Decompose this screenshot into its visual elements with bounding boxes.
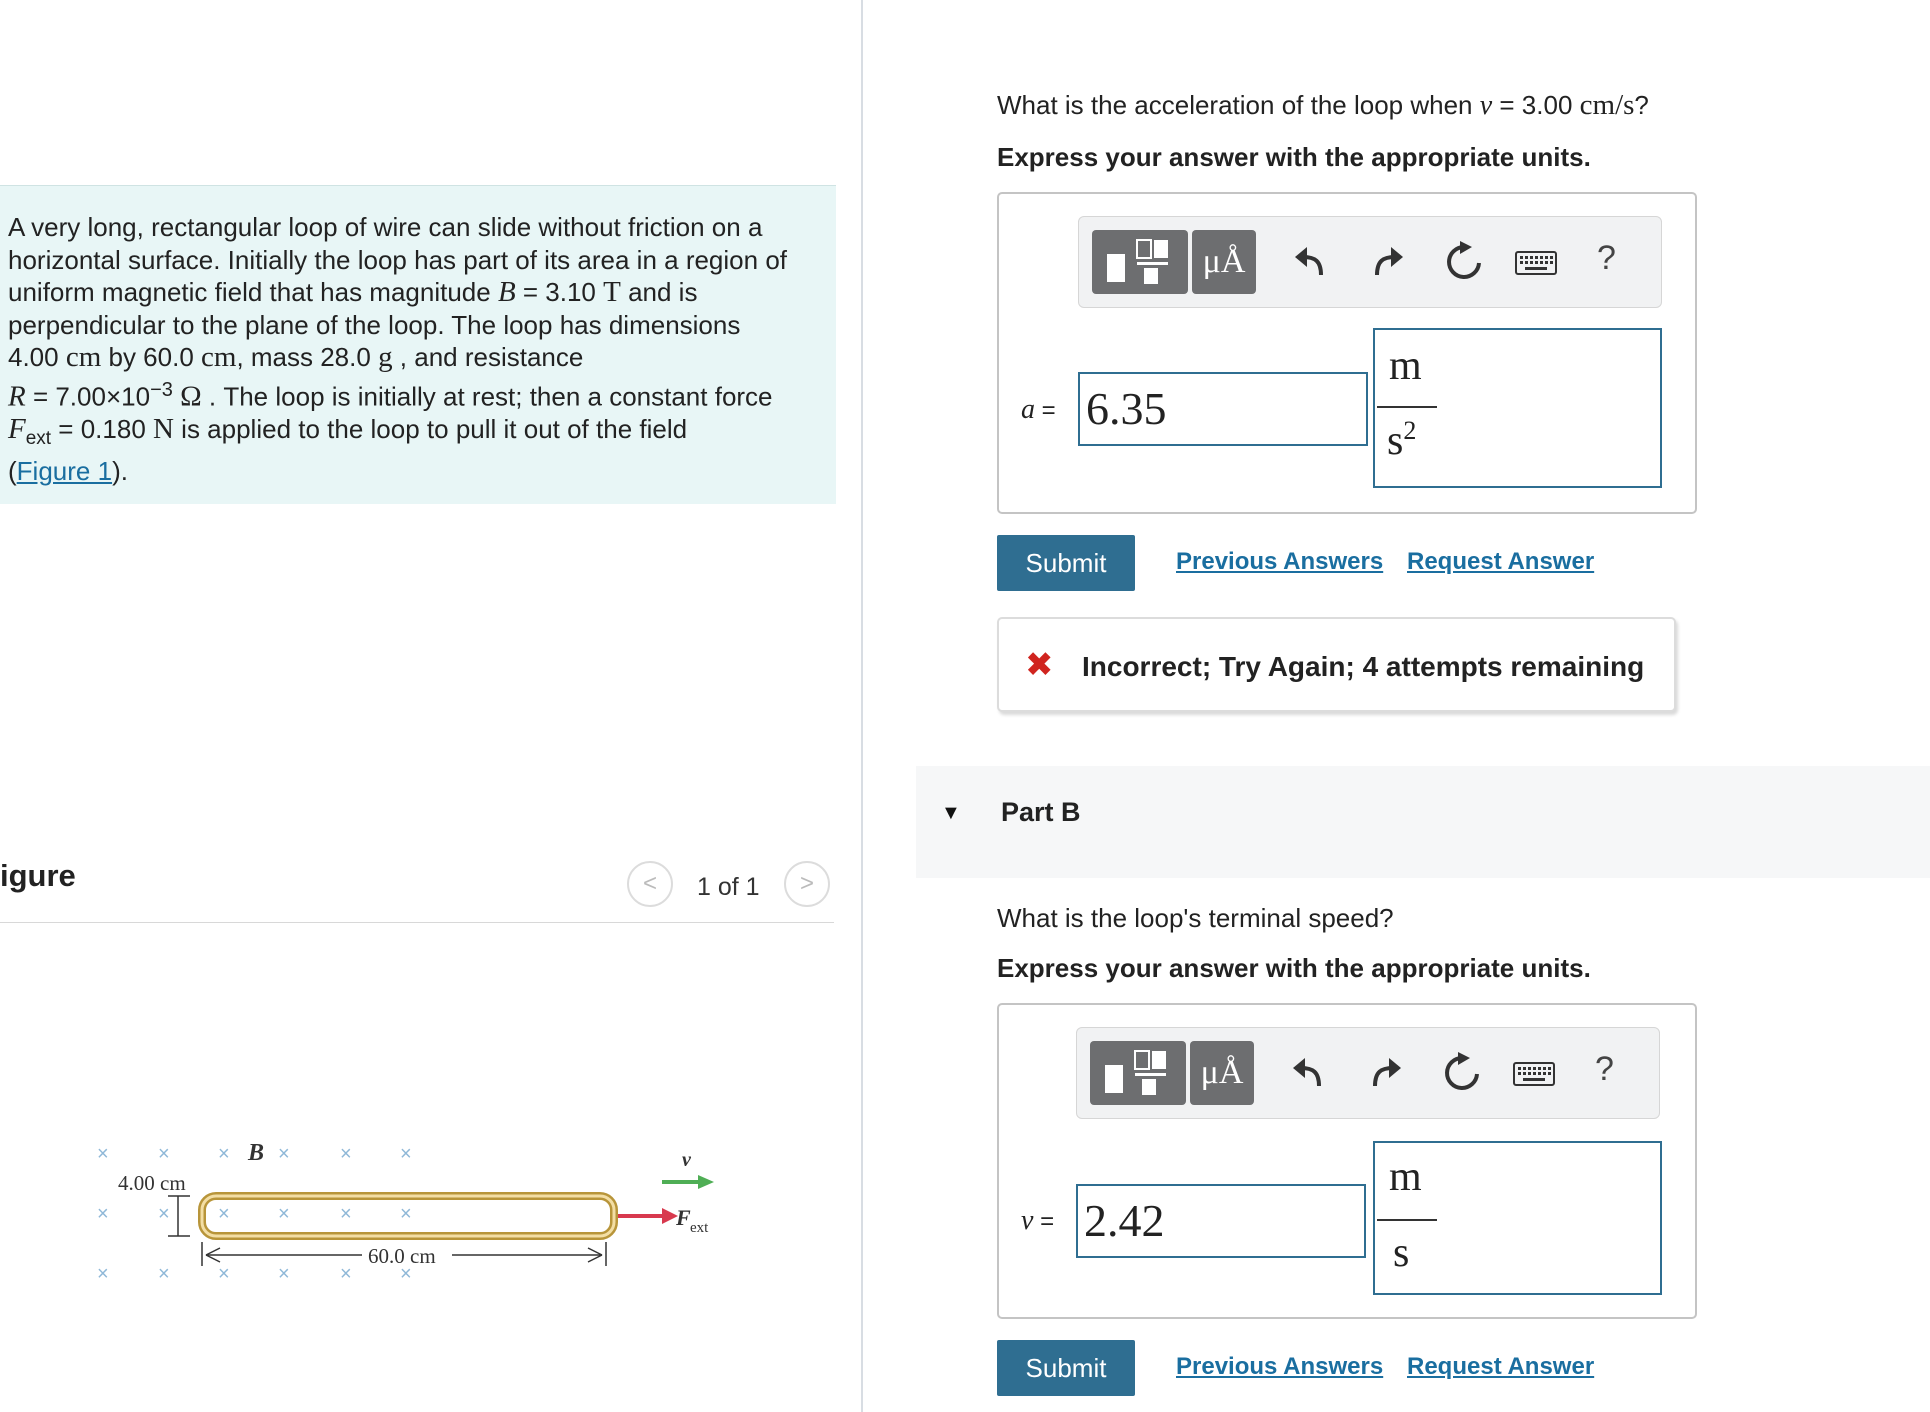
pane-divider[interactable] [861,0,863,1412]
problem-line: $R = 7.00\times 10^{-3}$ Ω . The loop is initially at rest; then a constant force [8,378,773,413]
prev-figure-button[interactable] [627,861,673,907]
next-figure-button[interactable] [784,861,830,907]
templates-button[interactable] [1092,230,1188,294]
figure-title: igure [0,858,76,893]
partA-unit-input[interactable] [1373,328,1662,488]
chevron-right-icon: > [799,870,814,897]
problem-line: uniform magnetic field that has magnitude B = 3.10 T and is [8,276,698,308]
field-x-mark: × [400,1203,412,1225]
figure-header-divider [0,922,834,923]
partB-submit-button[interactable]: Submit [997,1340,1135,1396]
field-x-mark: × [340,1203,352,1225]
force-sub-label: ext [690,1220,709,1236]
field-x-mark: × [400,1143,412,1165]
fraction-bar [1377,1219,1437,1221]
fraction-bar [1377,406,1437,408]
help-button[interactable]: ? [1595,1050,1614,1088]
partB-question: What is the loop's terminal speed? [997,903,1394,933]
partB-unit-numerator: m [1389,1154,1422,1200]
undo-icon[interactable] [1291,1054,1325,1092]
help-button[interactable]: ? [1597,239,1616,277]
field-x-mark: × [340,1143,352,1165]
width-dimension-label: 4.00 cm [118,1171,186,1195]
field-x-mark: × [97,1203,109,1225]
keyboard-icon[interactable] [1515,251,1557,275]
field-x-mark: × [97,1263,109,1285]
units-button[interactable]: μÅ [1192,230,1256,294]
velocity-label: v [682,1149,691,1171]
field-x-mark: × [158,1203,170,1225]
problem-line: A very long, rectangular loop of wire can slide without friction on a [8,212,763,242]
partA-question: What is the acceleration of the loop when v = 3.00 cm/s? [997,89,1649,121]
partA-unit-numerator: m [1389,343,1422,389]
partA-request-answer-link[interactable]: Request Answer [1407,548,1595,575]
field-B-label: B [248,1140,265,1166]
problem-line: $F_{ext} = 0.180$ N is applied to the loop to pull it out of the field [8,412,688,449]
problem-line: (Figure 1). [8,456,128,487]
problem-line: 4.00 cm by 60.0 cm, mass 28.0 g , and resistance [8,341,584,373]
field-x-mark: × [278,1203,290,1225]
units-button[interactable]: μÅ [1190,1041,1254,1105]
partB-var-label: v = [1021,1205,1055,1236]
field-x-mark: × [218,1263,230,1285]
incorrect-icon: ✖ [1025,646,1054,684]
reset-icon[interactable] [1444,241,1484,283]
field-x-mark: × [400,1263,412,1285]
partB-unit-input[interactable] [1373,1141,1662,1295]
loop-diagram [0,1130,760,1290]
redo-icon[interactable] [1371,243,1405,281]
collapse-caret-icon[interactable]: ▼ [941,802,961,824]
figure-counter: 1 of 1 [697,873,760,901]
partB-unit-denominator: s [1393,1230,1410,1276]
field-x-mark: × [218,1143,230,1165]
templates-button[interactable] [1090,1041,1186,1105]
partB-instruction: Express your answer with the appropriate units. [997,953,1591,983]
templates-icon [1090,1041,1186,1105]
templates-icon [1092,230,1188,294]
undo-icon[interactable] [1293,243,1327,281]
field-x-mark: × [278,1263,290,1285]
feedback-message: Incorrect; Try Again; 4 attempts remaining [1082,651,1645,682]
partB-previous-answers-link[interactable]: Previous Answers [1176,1353,1384,1380]
partA-math-toolbar [1078,216,1662,308]
partA-var-label: a = [1021,394,1056,425]
chevron-left-icon: < [642,870,657,897]
partA-feedback [997,617,1676,712]
field-x-mark: × [158,1143,170,1165]
force-label: F [676,1205,691,1230]
partA-unit-denominator: $s^2$ [1387,416,1417,464]
partB-label[interactable]: Part B [1001,797,1081,827]
partB-answer-box [997,1003,1697,1319]
partA-previous-answers-link[interactable]: Previous Answers [1176,548,1384,575]
field-x-mark: × [340,1263,352,1285]
figure-link[interactable]: Figure 1 [16,456,113,487]
partB-value-input[interactable]: 2.42 [1076,1184,1366,1258]
partB-request-answer-link[interactable]: Request Answer [1407,1353,1595,1380]
field-x-mark: × [158,1263,170,1285]
keyboard-icon[interactable] [1513,1062,1555,1086]
problem-line: horizontal surface. Initially the loop has part of its area in a region of [8,244,787,275]
field-x-mark: × [218,1203,230,1225]
field-x-mark: × [278,1143,290,1165]
partA-value-input[interactable]: 6.35 [1078,372,1368,446]
partA-answer-box [997,192,1697,514]
length-dimension-label: 60.0 cm [368,1244,436,1268]
problem-statement [8,211,828,488]
field-x-mark: × [97,1143,109,1165]
partA-submit-button[interactable]: Submit [997,535,1135,591]
partB-math-toolbar [1076,1027,1660,1119]
partA-instruction: Express your answer with the appropriate units. [997,142,1591,172]
redo-icon[interactable] [1369,1054,1403,1092]
reset-icon[interactable] [1442,1052,1482,1094]
problem-line: perpendicular to the plane of the loop. The loop has dimensions [8,309,741,340]
